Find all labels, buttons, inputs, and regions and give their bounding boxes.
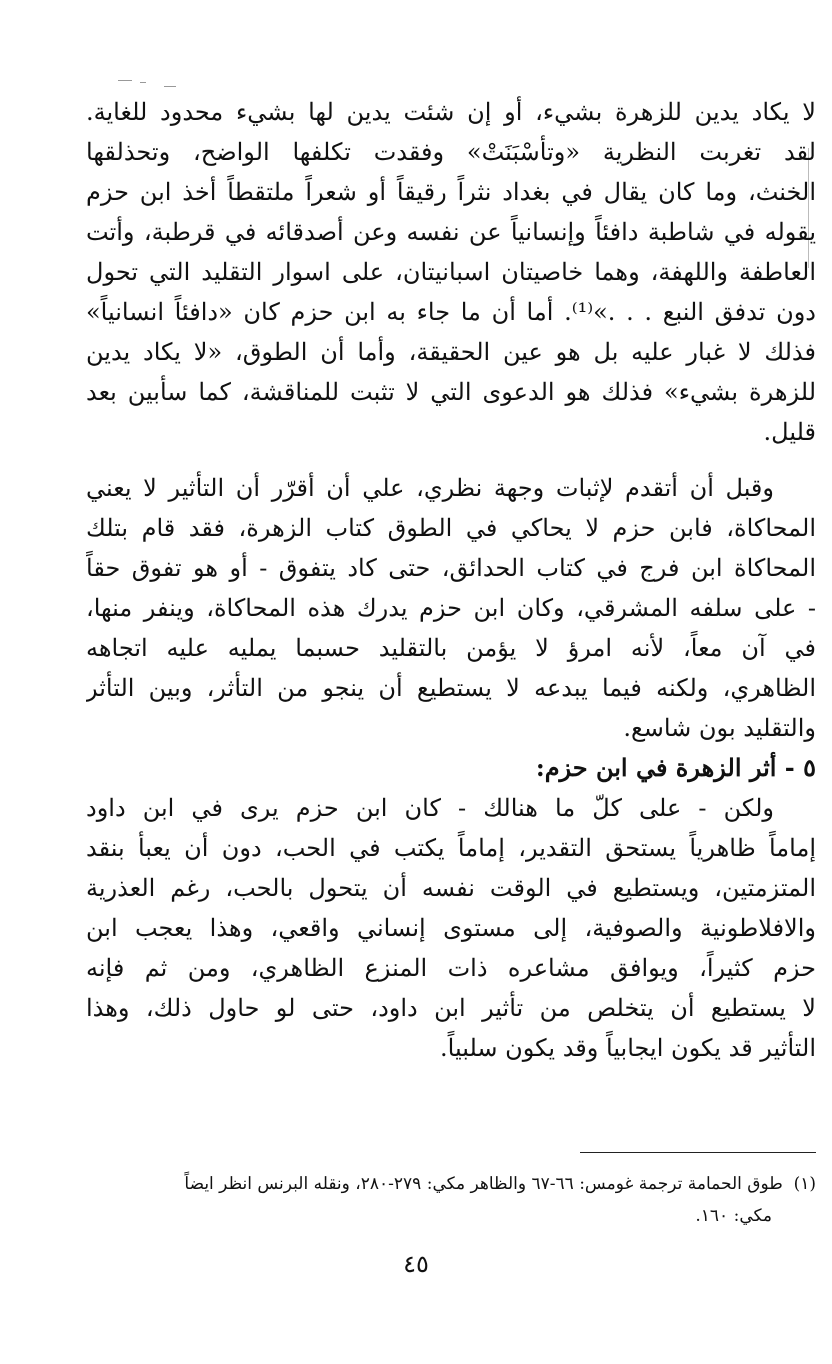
- text-line: لا يكاد يدين للزهرة بشيء، أو إن شئت يدين لها بشيء محدود للغاية.: [86, 98, 816, 126]
- text-line: للزهرة بشيء» فذلك هو الدعوى التي لا تثبت للمناقشة، كما سأبين بعد: [86, 378, 816, 406]
- text-line: إماماً ظاهرياً يستحق التقدير، إماماً يكتب في الحب، دون أن يعبأ بنقد: [86, 834, 816, 862]
- text-line: الخنث، وما كان يقال في بغداد نثراً رقيقاً أو شعراً ملتقطاً أخذ ابن حزم: [86, 178, 816, 206]
- text-line: التأثير قد يكون ايجابياً وقد يكون سلبياً.: [440, 1034, 816, 1062]
- text-line: وقبل أن أتقدم لإثبات وجهة نظري، علي أن أقرّر أن التأثير لا يعني: [86, 474, 774, 502]
- text-line: فذلك لا غبار عليه بل هو عين الحقيقة، وأما أن الطوق، «لا يكاد يدين: [86, 338, 816, 366]
- text-line: المحاكاة، فابن حزم لا يحاكي في الطوق كتاب الزهرة، فقد قام بتلك: [86, 514, 816, 542]
- text-line: حزم كثيراً، ويوافق مشاعره ذات المنزع الظاهري، ومن ثم فإنه: [86, 954, 816, 982]
- page-number: ٤٥: [403, 1250, 429, 1278]
- text-line: والتقليد بون شاسع.: [623, 714, 816, 742]
- footnote-text: طوق الحمامة ترجمة غومس: ٦٦-٦٧ والظاهر مكي: ٢٧٩-٢٨٠، ونقله البرنس انظر ايضاً: [184, 1174, 783, 1194]
- paragraph-1: [86, 92, 816, 452]
- scan-mark: [118, 80, 132, 81]
- text-line: الظاهري، ولكنه فيما يبدعه لا يستطيع أن ينجو من التأثر، وبين التأثر: [86, 674, 816, 702]
- text-line: - على سلفه المشرقي، وكان ابن حزم يدرك هذه المحاكاة، وينفر منها،: [86, 594, 816, 622]
- footnote: [86, 1168, 816, 1232]
- footnote-separator: [580, 1152, 816, 1153]
- text-line: المتزمتين، ويستطيع في الوقت نفسه أن يتحول بالحب، رغم العذرية: [86, 874, 816, 902]
- paragraph-3: [86, 788, 816, 1068]
- page-body: [86, 92, 816, 1068]
- footnote-line: [86, 1168, 816, 1200]
- text-line: المحاكاة ابن فرج في كتاب الحدائق، حتى كاد يتفوق - أو هو تفوق حقاً: [86, 554, 816, 582]
- text-line: في آن معاً، لأنه امرؤ لا يؤمن بالتقليد حسبما يمليه عليه اتجاهه: [86, 634, 816, 662]
- text-line: لا يستطيع أن يتخلص من تأثير ابن داود، حتى لو حاول ذلك، وهذا: [86, 994, 816, 1022]
- scan-mark: [140, 82, 146, 83]
- paragraph-2: [86, 468, 816, 748]
- text-line: لقد تغربت النظرية «وتأسْبَنَتْ» وفقدت تكلفها الواضح، وتحذلقها: [86, 138, 816, 166]
- text-line: ولكن - على كلّ ما هنالك - كان ابن حزم يرى في ابن داود: [86, 794, 774, 822]
- scan-mark: [164, 86, 176, 87]
- footnote-continuation: مكي: ١٦٠.: [695, 1206, 772, 1226]
- section-heading: ٥ - أثر الزهرة في ابن حزم:: [535, 753, 816, 782]
- text-line: والافلاطونية والصوفية، إلى مستوى إنساني واقعي، وهذا يعجب ابن: [86, 914, 816, 942]
- text-line: العاطفة واللهفة، وهما خاصيتان اسبانيتان، على اسوار التقليد التي تحول: [86, 258, 816, 286]
- text-line: يقوله في شاطبة دافئاً وإنسانياً عن نفسه وعن أصدقائه في قرطبة، وأتت: [86, 218, 816, 246]
- text-line: قليل.: [763, 418, 816, 446]
- footnote-marker: (١): [793, 1174, 816, 1194]
- text-line: دون تدفق النبع . . .»⁽¹⁾. أما أن ما جاء به ابن حزم كان «دافئاً انسانياً»: [86, 298, 816, 326]
